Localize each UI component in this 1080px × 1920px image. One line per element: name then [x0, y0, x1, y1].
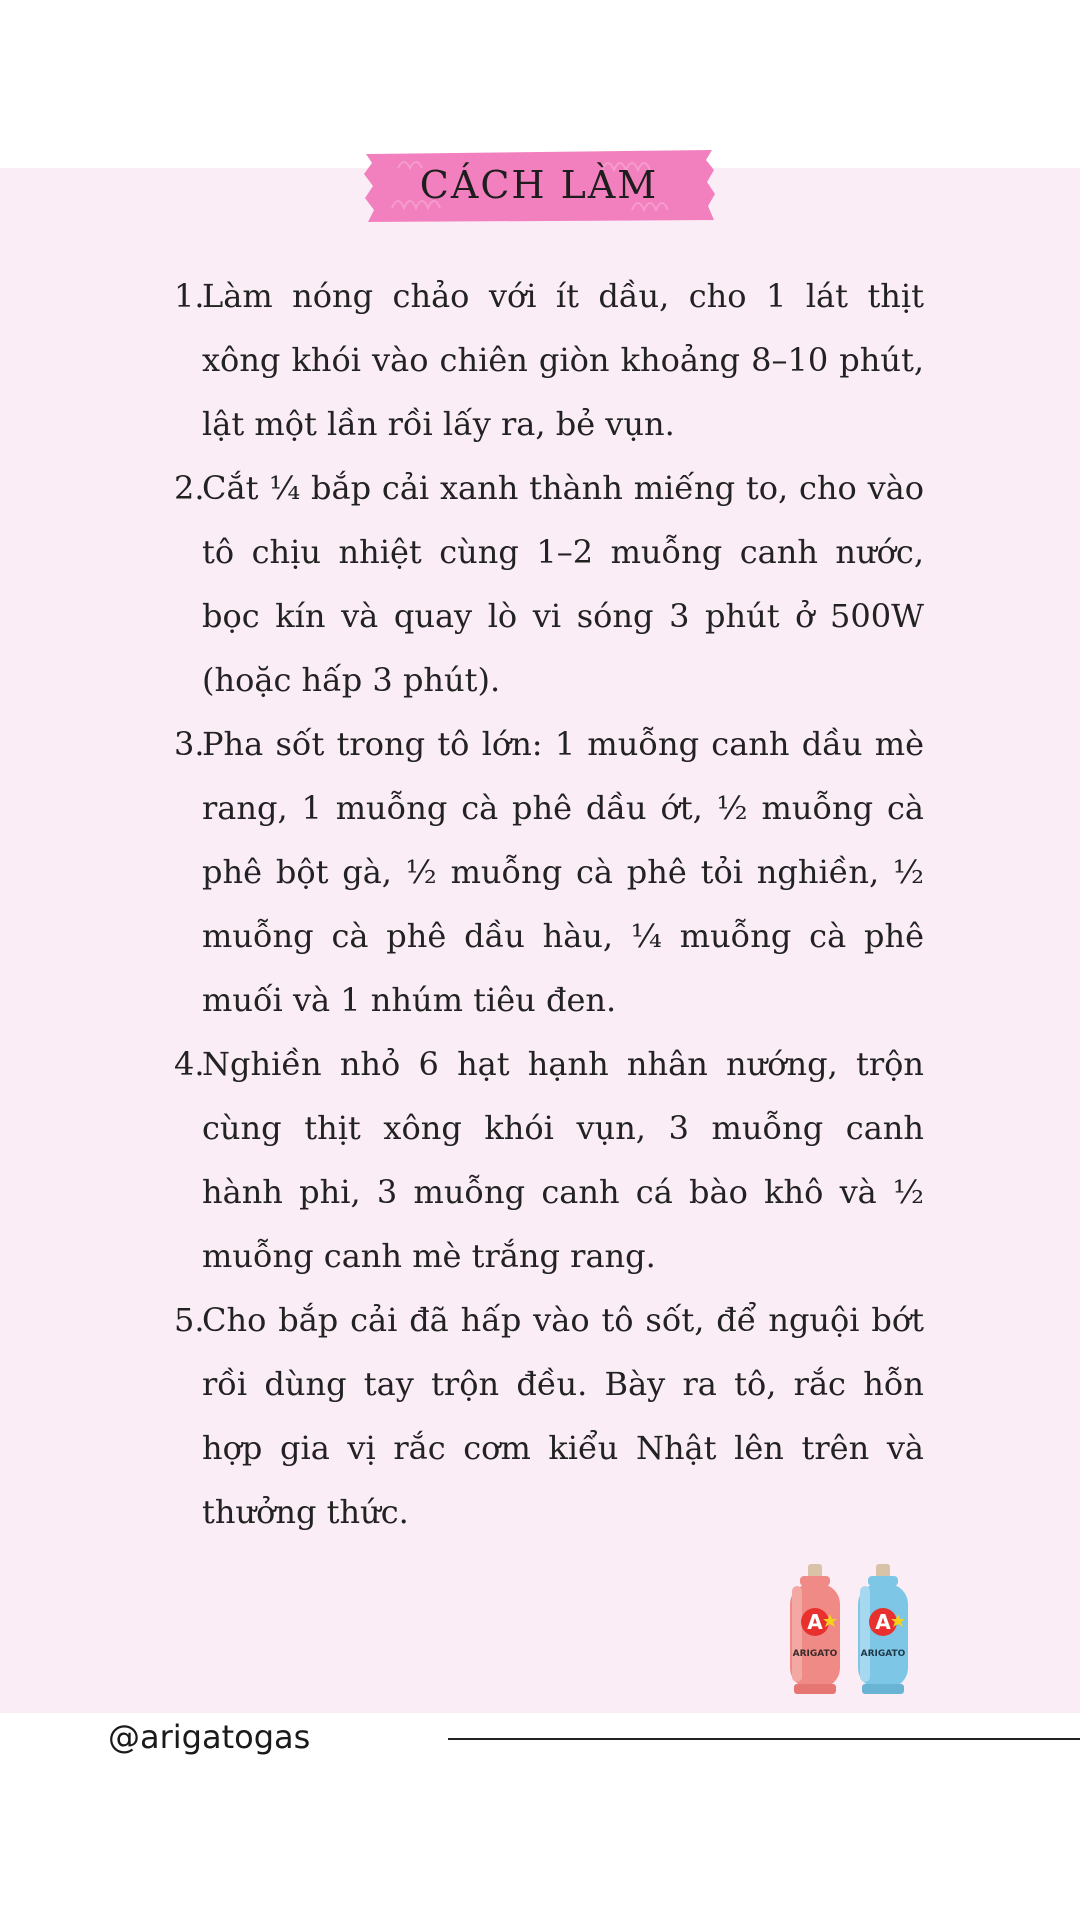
brand-logo: [784, 1562, 922, 1696]
title-tape: [362, 148, 716, 223]
section-title: CÁCH LÀM: [419, 163, 659, 207]
step-number: 4.: [174, 1045, 205, 1083]
social-handle[interactable]: @arigatogas: [108, 1718, 311, 1756]
svg-text:ARIGATO: ARIGATO: [860, 1649, 906, 1659]
svg-text:A: A: [875, 1610, 891, 1634]
step-item: [168, 1288, 924, 1544]
step-item: [168, 264, 924, 456]
step-number: 3.: [174, 725, 205, 763]
step-text: Pha sốt trong tô lớn: 1 muỗng canh dầu mè rang, 1 muỗng cà phê dầu ớt, ½ muỗng cà phê bột gà, ½ muỗng cà phê tỏi nghiền, ½ muỗng cà phê dầu hàu, ¼ muỗng cà phê muối và 1 nhúm tiêu đen.: [202, 725, 924, 1019]
step-item: [168, 456, 924, 712]
svg-text:ARIGATO: ARIGATO: [792, 1649, 838, 1659]
step-text: Cắt ¼ bắp cải xanh thành miếng to, cho vào tô chịu nhiệt cùng 1–2 muỗng canh nước, bọc kín và quay lò vi sóng 3 phút ở 500W (hoặc hấp 3 phút).: [202, 469, 924, 699]
gas-cylinders-icon: [784, 1562, 922, 1696]
step-number: 5.: [174, 1301, 205, 1339]
step-text: Nghiền nhỏ 6 hạt hạnh nhân nướng, trộn cùng thịt xông khói vụn, 3 muỗng canh hành phi, 3 muỗng canh cá bào khô và ½ muỗng canh mè trắng rang.: [202, 1045, 924, 1275]
step-text: Cho bắp cải đã hấp vào tô sốt, để nguội bớt rồi dùng tay trộn đều. Bày ra tô, rắc hỗn hợp gia vị rắc cơm kiểu Nhật lên trên và thưởng thức.: [202, 1301, 924, 1531]
step-number: 2.: [174, 469, 205, 507]
step-item: [168, 1032, 924, 1288]
svg-text:A: A: [807, 1610, 823, 1634]
footer-divider: [448, 1738, 1080, 1740]
step-text: Làm nóng chảo với ít dầu, cho 1 lát thịt xông khói vào chiên giòn khoảng 8–10 phút, lật một lần rồi lấy ra, bẻ vụn.: [202, 277, 924, 443]
step-item: [168, 712, 924, 1032]
step-number: 1.: [174, 277, 205, 315]
steps-list: [168, 264, 924, 1544]
